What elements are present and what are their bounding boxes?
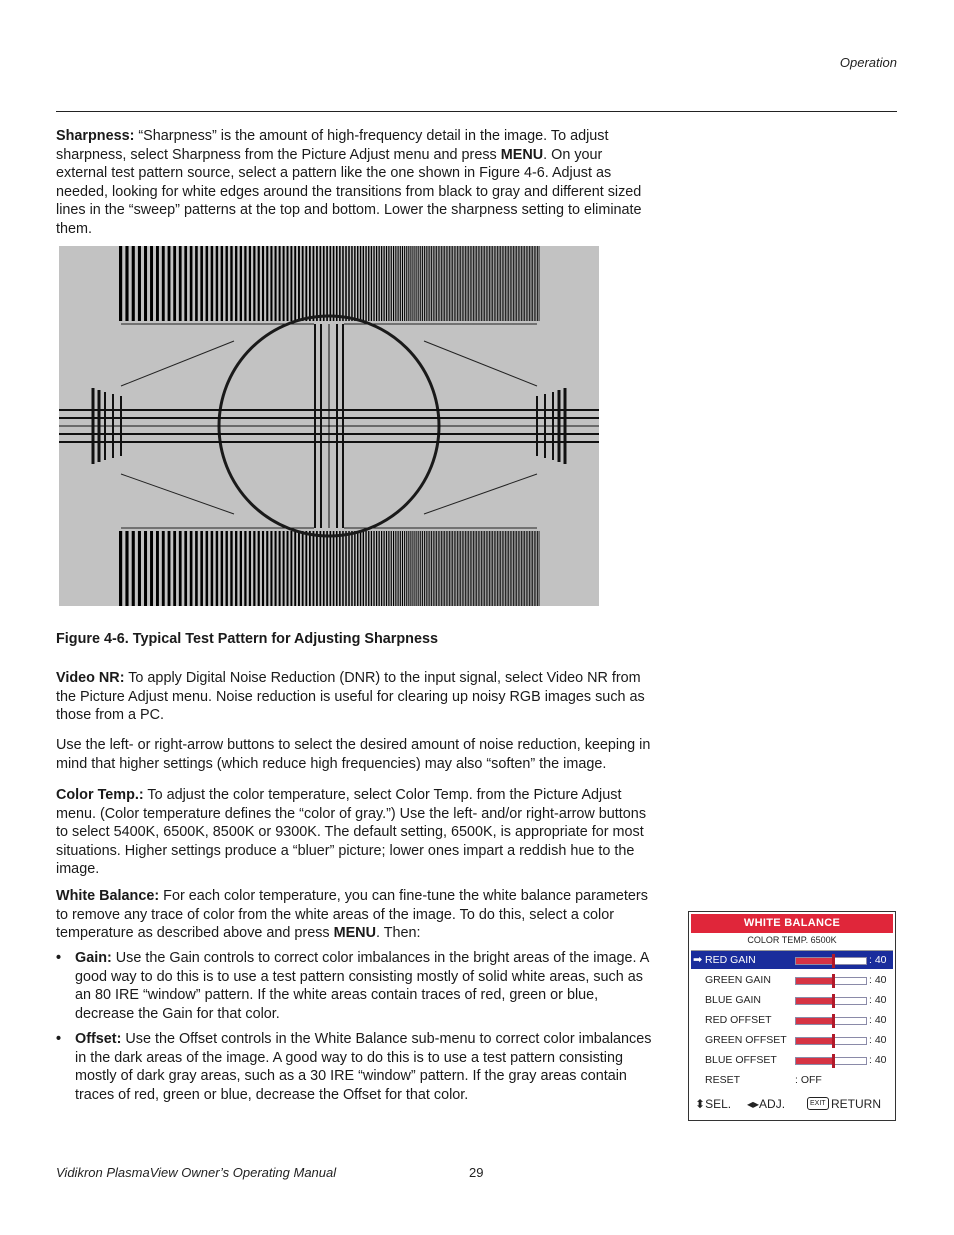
osd-row-red-offset[interactable]: RED OFFSET : 40: [705, 1014, 887, 1026]
bullet-dot: •: [56, 950, 62, 966]
running-header: Operation: [839, 55, 897, 70]
noise-reduction-paragraph: Use the left- or right-arrow buttons to select the desired amount of noise reduction, keeping in mind that higher settings (which reduce high frequencies) may also “soften” the image.: [56, 737, 651, 772]
osd-footer: ⬍SEL. ◂▸ADJ. EXIT RETURN: [695, 1097, 881, 1111]
sharpness-term: Sharpness:: [56, 128, 135, 144]
footer-manual-title: Vidikron PlasmaView Owner’s Operating Manual: [56, 1165, 337, 1180]
white-balance-osd: [688, 911, 896, 1121]
arrow-right-icon: ➡: [693, 954, 703, 966]
osd-title: WHITE BALANCE: [691, 914, 893, 933]
exit-key-icon: EXIT: [807, 1097, 829, 1110]
bullet-dot: •: [56, 1031, 62, 1047]
green-offset-slider[interactable]: [795, 1037, 867, 1045]
red-offset-slider[interactable]: [795, 1017, 867, 1025]
blue-gain-slider[interactable]: [795, 997, 867, 1005]
osd-row-red-gain[interactable]: ➡ RED GAIN : 40: [691, 951, 893, 969]
sharpness-test-pattern: [59, 246, 599, 606]
header-rule: [56, 111, 897, 112]
osd-subtitle: COLOR TEMP. 6500K: [747, 935, 837, 945]
color-temp-paragraph: Color Temp.: To adjust the color temperature, select Color Temp. from the Picture Adjust menu. (Color temperature defines the “color of gray.”) Use the left- and/or right-arrow buttons to select 5400K, 6500K, 8500K or 9300K. The default setting, 6500K, is appropriate for most situations. Higher settings produce a “bluer” picture; lower ones impart a reddish hue to the image.: [56, 787, 647, 878]
up-down-arrow-icon: ⬍: [695, 1097, 706, 1111]
red-gain-slider[interactable]: [795, 957, 867, 965]
gain-bullet: • Gain: Use the Gain controls to correct color imbalances in the bright areas of the image. A good way to do this is to use a test pattern consisting mostly of solid white areas, such as an 80 IRE “window” pattern. If the white areas contain traces of red, green or blue, decrease the Gain for that color.: [56, 950, 649, 1022]
green-gain-slider[interactable]: [795, 977, 867, 985]
figure-caption: Figure 4-6. Typical Test Pattern for Adjusting Sharpness: [56, 631, 438, 647]
osd-row-green-offset[interactable]: GREEN OFFSET : 40: [705, 1034, 887, 1046]
video-nr-paragraph: Video NR: To apply Digital Noise Reduction (DNR) to the input signal, select Video NR from the Picture Adjust menu. Noise reduction is useful for clearing up noisy RGB images such as those from a PC.: [56, 670, 645, 724]
page-number: 29: [469, 1165, 484, 1180]
osd-row-green-gain[interactable]: GREEN GAIN : 40: [705, 974, 887, 986]
osd-row-blue-offset[interactable]: BLUE OFFSET : 40: [705, 1054, 887, 1066]
left-right-arrow-icon: ◂▸: [747, 1097, 760, 1111]
offset-bullet: • Offset: Use the Offset controls in the White Balance sub-menu to correct color imbalances in the dark areas of the image. A good way to do this is to use a test pattern consisting mostly of dark gray areas, such as a 30 IRE “window” pattern. If the gray areas contain traces of red, green or blue, decrease the Offset for that color.: [56, 1031, 652, 1103]
sharpness-paragraph: Sharpness: “Sharpness” is the amount of high-frequency detail in the image. To adjust sharpness, select Sharpness from the Picture Adjust menu and press MENU. On your external test pattern source, select a pattern like the one shown in Figure 4-6. Adjust as needed, looking for white edges around the transitions from black to gray and different sized lines in the “sweep” patterns at the top and bottom. Lower the sharpness setting to eliminate them.: [56, 128, 642, 237]
osd-row-reset[interactable]: RESET : OFF: [705, 1074, 822, 1086]
white-balance-paragraph: White Balance: For each color temperature, you can fine-tune the white balance parameters to remove any trace of color from the white areas of the image. To do this, select a color temperature as described above and press MENU. Then:: [56, 888, 648, 942]
osd-row-blue-gain[interactable]: BLUE GAIN : 40: [705, 994, 887, 1006]
blue-offset-slider[interactable]: [795, 1057, 867, 1065]
